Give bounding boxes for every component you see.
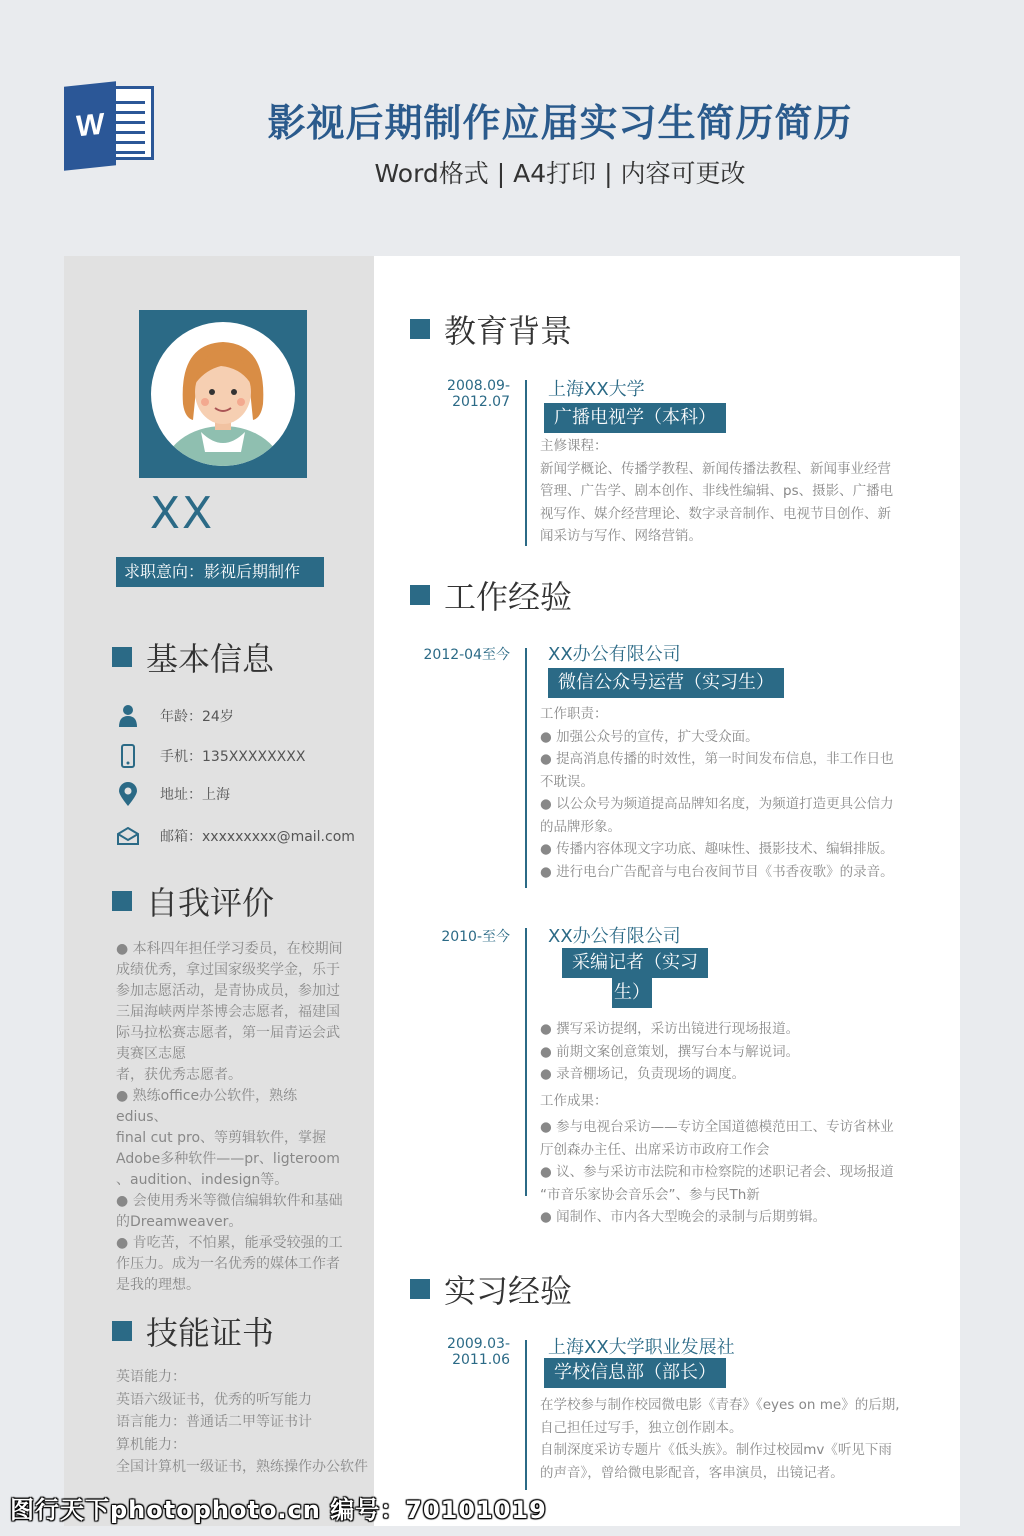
- text-line: 英语能力：: [116, 1369, 186, 1385]
- job1-company: XX办公有限公司: [548, 644, 681, 665]
- text-line: 语言能力：普通话二甲等证书计: [116, 1414, 312, 1430]
- text-line: 的Dreamweaver。: [116, 1214, 243, 1230]
- job2-date: 2010-至今: [441, 929, 510, 945]
- text-line: 的声音》，曾给微电影配音，客串演员，出镜记者。: [540, 1464, 844, 1481]
- timeline-line: [525, 380, 527, 546]
- text-line: 、audition、indesign等。: [116, 1172, 289, 1188]
- text-line: 闻采访与写作、网络营销。: [540, 528, 702, 544]
- mail-icon: [116, 824, 140, 848]
- skills-heading-text: 技能证书: [146, 1314, 275, 1352]
- job-intent: 求职意向：影视后期制作: [116, 557, 324, 587]
- text-line: 者，获优秀志愿者。: [116, 1067, 242, 1083]
- text-line: ● 以公众号为频道提高品牌知名度，为频道打造更具公信力: [540, 796, 894, 812]
- info-row-phone: [116, 742, 366, 770]
- heading-square-icon: [112, 891, 132, 911]
- text-line: ● 前期文案创意策划，撰写台本与解说词。: [540, 1043, 800, 1060]
- basic-info-heading-text: 基本信息: [146, 640, 275, 678]
- avatar: [139, 310, 307, 478]
- text-line: Adobe多种软件——pr、ligteroom: [116, 1151, 340, 1167]
- phone-icon: [116, 744, 140, 768]
- text-line: 英语六级证书，优秀的听写能力: [116, 1391, 312, 1408]
- job2-position-line2: 生）: [612, 978, 652, 1008]
- text-line: “市音乐家协会音乐会”、参与民Th新: [540, 1186, 760, 1203]
- info-age-text: 年龄：24岁: [160, 709, 234, 725]
- text-line: final cut pro、等剪辑软件，掌握: [116, 1130, 327, 1146]
- heading-square-icon: [410, 319, 430, 339]
- text-line: ● 肯吃苦，不怕累，能承受较强的工: [116, 1235, 343, 1251]
- text-line: ● 闻制作、市内各大型晚会的录制与后期剪辑。: [540, 1209, 827, 1225]
- text-line: 自制深度采访专题片《低头族》。制作过校园mv《听见下雨: [540, 1442, 892, 1458]
- text-line: 厅创森办主任、出席采访市政府工作会: [540, 1141, 770, 1158]
- info-phone-text: 手机：135XXXXXXXX: [160, 749, 306, 765]
- internship-date: 2009.03-2011.06: [447, 1336, 510, 1368]
- text-line: 视写作、媒介经营理论、数字录音制作、电视节目创作、新: [540, 505, 891, 522]
- text-line: ● 参与电视台采访——专访全国道德模范田工、专访省林业: [540, 1119, 894, 1135]
- self-eval-heading: [112, 878, 274, 924]
- timeline-line: [525, 648, 527, 888]
- text-line: ● 传播内容体现文字功底、趣味性、摄影技术、编辑排版。: [540, 841, 894, 857]
- heading-square-icon: [410, 1279, 430, 1299]
- job2-company: XX办公有限公司: [548, 926, 681, 947]
- education-date: 2008.09-2012.07: [447, 378, 510, 410]
- text-line: 际马拉松赛志愿者，第一届青运会武: [116, 1025, 340, 1041]
- text-line: 作压力。成为一名优秀的媒体工作者: [116, 1256, 340, 1272]
- word-app-icon: [64, 80, 156, 170]
- self-eval-heading-text: 自我评价: [146, 884, 275, 922]
- text-line: ● 撰写采访提纲，采访出镜进行现场报道。: [540, 1021, 800, 1037]
- text-line: 的品牌形象。: [540, 818, 621, 835]
- watermark: 图行天下photophoto.cn 编号：70101019: [10, 1496, 547, 1524]
- work-heading-text: 工作经验: [444, 578, 573, 616]
- job1-position: 微信公众号运营（实习生）: [548, 668, 784, 698]
- person-icon: [116, 704, 140, 728]
- text-line: 参加志愿活动，是青协成员，参加过: [116, 983, 340, 999]
- internship-details: [540, 1394, 905, 1484]
- text-line: 成绩优秀，拿过国家级奖学金，乐于: [116, 962, 340, 978]
- page-subtitle: Word格式 | A4打印 | 内容可更改: [374, 159, 746, 188]
- text-line: 夷赛区志愿: [116, 1046, 186, 1062]
- text-line: 工作职责：: [540, 706, 608, 722]
- text-line: 三届海峡两岸茶博会志愿者，福建国: [116, 1004, 340, 1020]
- job2-position-line1: 采编记者（实习: [562, 948, 708, 978]
- text-line: ● 熟练office办公软件，熟练edius、: [116, 1088, 298, 1125]
- text-line: ● 会使用秀米等微信编辑软件和基础: [116, 1193, 343, 1209]
- text-line: ● 进行电台广告配音与电台夜间节目《书香夜歌》的录音。: [540, 863, 894, 880]
- education-school: 上海XX大学: [548, 379, 645, 400]
- education-heading: [410, 306, 572, 352]
- info-address-text: 地址：上海: [160, 787, 230, 803]
- page-title: 影视后期制作应届实习生简历简历: [267, 101, 853, 145]
- info-row-email: [116, 822, 366, 850]
- location-icon: [116, 782, 140, 806]
- basic-info-heading: [112, 634, 274, 680]
- job1-date: 2012-04至今: [423, 647, 510, 663]
- job1-duties: [540, 703, 905, 883]
- internship-heading-text: 实习经验: [444, 1272, 573, 1310]
- info-email-text: 邮箱：xxxxxxxxx@mail.com: [160, 829, 355, 845]
- text-line: ● 录音棚场记，负责现场的调度。: [540, 1066, 746, 1082]
- text-line: 工作成果：: [540, 1092, 608, 1109]
- info-row-age: [116, 702, 366, 730]
- work-heading: [410, 572, 572, 618]
- timeline-line: [525, 1340, 527, 1490]
- text-line: 是我的理想。: [116, 1277, 200, 1293]
- skills-heading: [112, 1308, 274, 1354]
- word-badge: W: [64, 81, 116, 170]
- heading-square-icon: [112, 647, 132, 667]
- job2-duties: [540, 1018, 905, 1229]
- education-heading-text: 教育背景: [444, 312, 573, 350]
- text-line: 算机能力：: [116, 1436, 186, 1453]
- text-line: 在学校参与制作校园微电影《青春》《eyes on me》的后期,: [540, 1397, 900, 1413]
- text-line: ● 本科四年担任学习委员，在校期间: [116, 941, 343, 957]
- internship-org: 上海XX大学职业发展社: [548, 1337, 735, 1358]
- text-line: 管理、广告学、剧本创作、非线性编辑、ps、摄影、广播电: [540, 483, 894, 499]
- heading-square-icon: [112, 1321, 132, 1341]
- timeline-line: [525, 928, 527, 1196]
- education-major: 广播电视学（本科）: [544, 403, 726, 433]
- skills-text: [116, 1366, 366, 1479]
- text-line: ● 提高消息传播的时效性，第一时间发布信息，非工作日也: [540, 751, 894, 767]
- internship-heading: [410, 1266, 572, 1312]
- avatar-illustration: [151, 322, 295, 466]
- candidate-name: XX: [149, 488, 215, 539]
- text-line: ● 加强公众号的宣传，扩大受众面。: [540, 728, 759, 745]
- education-courses: [540, 435, 905, 548]
- text-line: 自己担任过写手，独立创作剧本。: [540, 1419, 743, 1436]
- text-line: ● 议、参与采访市法院和市检察院的述职记者会、现场报道: [540, 1164, 894, 1180]
- info-row-address: [116, 780, 366, 808]
- text-line: 全国计算机一级证书，熟练操作办公软件: [116, 1459, 368, 1475]
- text-line: 不耽误。: [540, 773, 594, 790]
- internship-position: 学校信息部（部长）: [544, 1358, 726, 1388]
- heading-square-icon: [410, 585, 430, 605]
- text-line: 主修课程：: [540, 438, 608, 454]
- self-eval-text: [116, 939, 346, 1296]
- text-line: 新闻学概论、传播学教程、新闻传播法教程、新闻事业经营: [540, 460, 891, 477]
